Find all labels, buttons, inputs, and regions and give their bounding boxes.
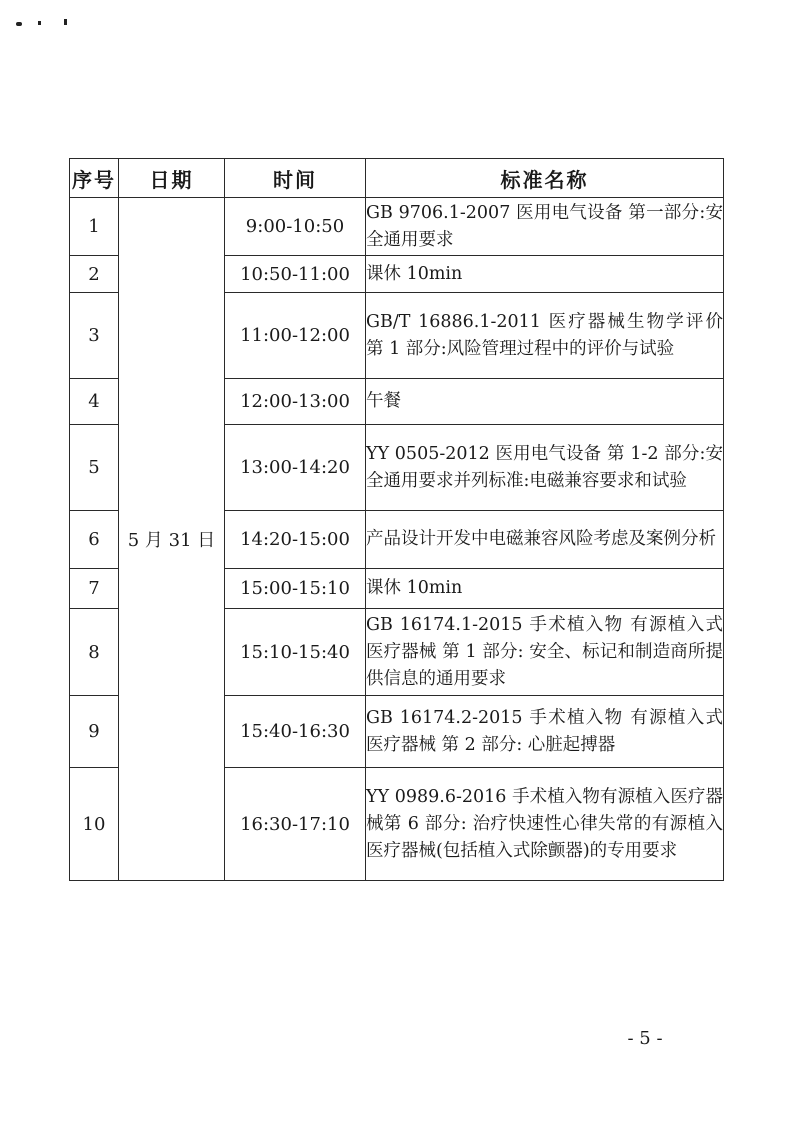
row-standard: GB 16174.2-2015 手术植入物 有源植入式医疗器械 第 2 部分: 心脏起搏器 bbox=[366, 696, 724, 768]
page-number: - 5 - bbox=[627, 1028, 663, 1049]
row-time: 11:00-12:00 bbox=[225, 293, 366, 379]
row-index: 2 bbox=[70, 256, 119, 293]
row-index: 5 bbox=[70, 425, 119, 511]
header-index: 序号 bbox=[70, 159, 119, 198]
row-index: 7 bbox=[70, 569, 119, 609]
row-index: 9 bbox=[70, 696, 119, 768]
row-index: 3 bbox=[70, 293, 119, 379]
row-standard: YY 0989.6-2016 手术植入物有源植入医疗器械第 6 部分: 治疗快速性心律失常的有源植入医疗器械(包括植入式除颤器)的专用要求 bbox=[366, 768, 724, 881]
row-time: 14:20-15:00 bbox=[225, 511, 366, 569]
table-row bbox=[70, 198, 724, 256]
scan-marks bbox=[14, 14, 84, 34]
header-standard: 标准名称 bbox=[366, 159, 724, 198]
row-index: 1 bbox=[70, 198, 119, 256]
row-standard: GB 16174.1-2015 手术植入物 有源植入式医疗器械 第 1 部分: 安全、标记和制造商所提供信息的通用要求 bbox=[366, 609, 724, 696]
row-time: 16:30-17:10 bbox=[225, 768, 366, 881]
schedule-table bbox=[69, 158, 724, 881]
header-time: 时间 bbox=[225, 159, 366, 198]
row-index: 6 bbox=[70, 511, 119, 569]
row-time: 15:10-15:40 bbox=[225, 609, 366, 696]
row-index: 4 bbox=[70, 379, 119, 425]
row-standard: GB 9706.1-2007 医用电气设备 第一部分:安全通用要求 bbox=[366, 198, 724, 256]
row-standard: 产品设计开发中电磁兼容风险考虑及案例分析 bbox=[366, 511, 724, 569]
header-date: 日期 bbox=[119, 159, 225, 198]
row-time: 13:00-14:20 bbox=[225, 425, 366, 511]
row-time: 10:50-11:00 bbox=[225, 256, 366, 293]
row-date: 5 月 31 日 bbox=[119, 198, 225, 881]
row-time: 12:00-13:00 bbox=[225, 379, 366, 425]
row-index: 8 bbox=[70, 609, 119, 696]
row-standard: 午餐 bbox=[366, 379, 724, 425]
header-row bbox=[70, 159, 724, 198]
row-standard: 课休 10min bbox=[366, 256, 724, 293]
row-time: 9:00-10:50 bbox=[225, 198, 366, 256]
row-time: 15:40-16:30 bbox=[225, 696, 366, 768]
row-standard: GB/T 16886.1-2011 医疗器械生物学评价 第 1 部分:风险管理过程中的评价与试验 bbox=[366, 293, 724, 379]
row-standard: YY 0505-2012 医用电气设备 第 1-2 部分:安全通用要求并列标准:电磁兼容要求和试验 bbox=[366, 425, 724, 511]
row-standard: 课休 10min bbox=[366, 569, 724, 609]
row-time: 15:00-15:10 bbox=[225, 569, 366, 609]
row-index: 10 bbox=[70, 768, 119, 881]
